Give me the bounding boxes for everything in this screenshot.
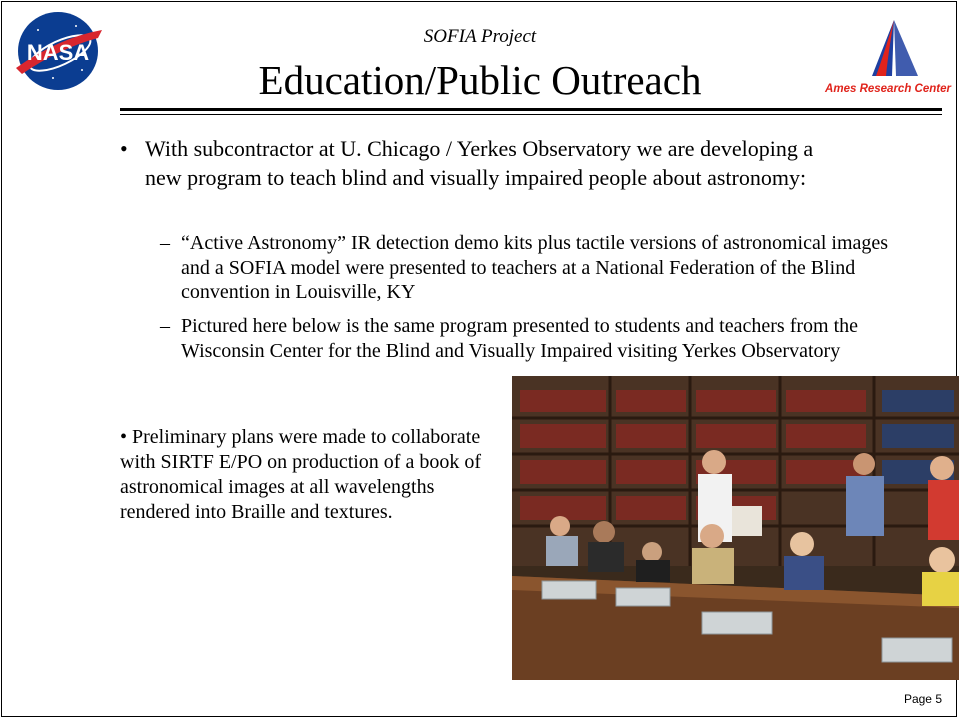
sub-bullet-dash: – (160, 315, 170, 337)
ames-logo-text: Ames Research Center (825, 83, 951, 95)
bullet-dot: • (120, 426, 128, 448)
sub-bullet-1 (160, 231, 900, 305)
bullet-main (120, 134, 840, 192)
bullet-second (120, 425, 492, 525)
slide-title: Education/Public Outreach (258, 57, 702, 103)
bullet-second-text: Preliminary plans were made to collaborate with SIRTF E/PO on production of a book of astronomical images at all wavelengths rendered into Braille and textures. (120, 426, 482, 523)
sub-bullet-dash: – (160, 232, 170, 254)
sub-bullet-2 (160, 314, 900, 363)
classroom-photo (512, 376, 959, 680)
title-rule-thick (120, 108, 942, 111)
nasa-logo-text: NASA (26, 40, 90, 65)
bullet-dot: • (120, 136, 128, 161)
sub-bullet-1-text: “Active Astronomy” IR detection demo kits plus tactile versions of astronomical images and a SOFIA model were presented to teachers at a National Federation of the Blind convention in Louisville, KY (181, 232, 889, 303)
sub-bullet-2-text: Pictured here below is the same program presented to students and teachers from the Wisconsin Center for the Blind and Visually Impaired visiting Yerkes Observatory (181, 315, 859, 362)
page-number: Page 5 (903, 692, 942, 706)
slide-subtitle: SOFIA Project (423, 26, 537, 47)
bullet-main-text: With subcontractor at U. Chicago / Yerkes Observatory we are developing a new program to teach blind and visually impaired people about astronomy: (145, 136, 814, 190)
title-rule-thin (120, 114, 942, 115)
